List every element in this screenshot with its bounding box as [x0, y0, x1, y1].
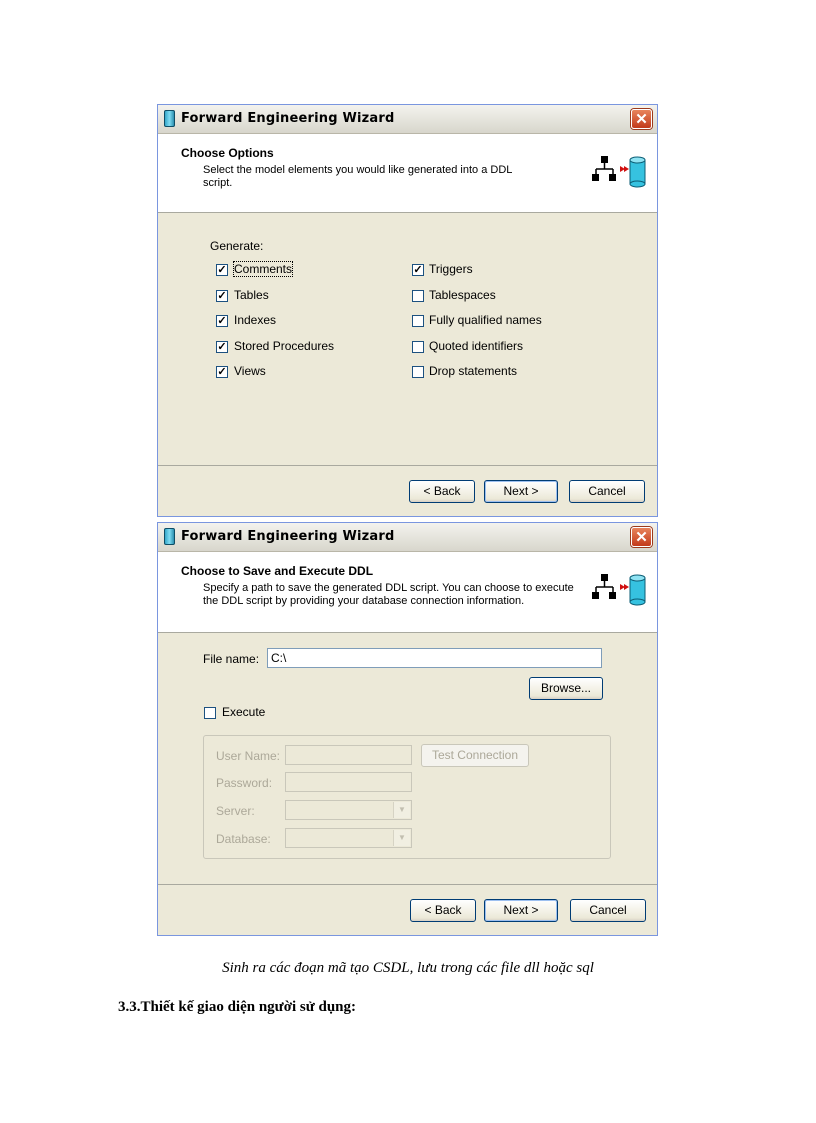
- option-checkbox[interactable]: [412, 315, 424, 327]
- password-label: Password:: [216, 776, 273, 790]
- execute-checkbox[interactable]: [204, 707, 216, 719]
- chevron-down-icon[interactable]: ▼: [393, 830, 410, 846]
- file-name-label: File name:: [203, 652, 260, 666]
- generate-label: Generate:: [210, 239, 264, 253]
- option-label: Views: [234, 364, 266, 378]
- header-title: Choose to Save and Execute DDL: [181, 564, 374, 578]
- server-label: Server:: [216, 804, 255, 818]
- cancel-button[interactable]: Cancel: [570, 899, 646, 922]
- user-name-input[interactable]: [285, 745, 412, 765]
- wizard-footer: [158, 465, 657, 516]
- close-icon[interactable]: ✕: [631, 109, 652, 129]
- wizard-body: [158, 213, 657, 467]
- header-description: Select the model elements you would like generated into a DDL script.: [203, 164, 512, 189]
- option-label: Comments: [234, 262, 293, 276]
- option-checkbox[interactable]: ✓: [217, 289, 227, 302]
- database-icon: [164, 110, 175, 127]
- option-label: Triggers: [429, 262, 473, 276]
- server-select[interactable]: [285, 800, 412, 820]
- back-button[interactable]: < Back: [410, 899, 476, 922]
- wizard-dialog-options: [157, 104, 658, 517]
- back-button[interactable]: < Back: [409, 480, 475, 503]
- hierarchy-to-database-icon: [591, 154, 647, 190]
- database-icon: [164, 528, 175, 545]
- option-label: Indexes: [234, 313, 277, 327]
- browse-button[interactable]: Browse...: [529, 677, 603, 700]
- cancel-button[interactable]: Cancel: [569, 480, 645, 503]
- option-label: Stored Procedures: [234, 338, 335, 353]
- file-name-input[interactable]: C:\: [267, 648, 602, 668]
- option-label: Quoted identifiers: [429, 338, 524, 353]
- hierarchy-to-database-icon: [591, 572, 647, 608]
- next-button[interactable]: Next >: [484, 480, 558, 503]
- option-checkbox[interactable]: [412, 341, 424, 353]
- option-checkbox[interactable]: ✓: [217, 366, 227, 378]
- window-title: Forward Engineering Wizard: [181, 529, 395, 544]
- execute-label: Execute: [222, 705, 266, 719]
- wizard-body: [158, 633, 657, 885]
- title-bar[interactable]: [158, 523, 657, 552]
- option-label: Tables: [234, 287, 269, 302]
- database-label: Database:: [216, 832, 271, 846]
- wizard-dialog-save-execute: [157, 522, 658, 936]
- option-checkbox[interactable]: [412, 290, 424, 302]
- user-name-label: User Name:: [216, 749, 281, 763]
- close-icon[interactable]: ✕: [631, 527, 652, 547]
- figure-caption: Sinh ra các đoạn mã tạo CSDL, lưu trong các file dll hoặc sql: [222, 960, 594, 976]
- wizard-footer: [158, 884, 657, 935]
- title-bar[interactable]: [158, 105, 657, 134]
- database-select[interactable]: [285, 828, 412, 848]
- option-checkbox[interactable]: ✓: [217, 264, 227, 276]
- option-label: Drop statements: [429, 364, 518, 378]
- option-label: Tablespaces: [429, 287, 496, 302]
- option-label: Fully qualified names: [429, 313, 542, 327]
- header-description: Specify a path to save the generated DDL script. You can choose to execute the DDL script by providing your database connection information.: [203, 582, 574, 607]
- window-title: Forward Engineering Wizard: [181, 111, 395, 126]
- password-input[interactable]: [285, 772, 412, 792]
- header-title: Choose Options: [181, 146, 274, 160]
- chevron-down-icon[interactable]: ▼: [393, 802, 410, 818]
- option-checkbox[interactable]: [412, 366, 424, 378]
- wizard-header: [158, 552, 657, 633]
- option-checkbox[interactable]: ✓: [217, 315, 227, 327]
- next-button[interactable]: Next >: [484, 899, 558, 922]
- option-checkbox[interactable]: ✓: [217, 340, 227, 353]
- connection-groupbox: [203, 735, 611, 859]
- option-checkbox[interactable]: ✓: [413, 264, 423, 276]
- section-heading: 3.3.Thiết kế giao diện người sử dụng:: [118, 999, 357, 1015]
- wizard-header: [158, 134, 657, 213]
- test-connection-button[interactable]: Test Connection: [421, 744, 529, 767]
